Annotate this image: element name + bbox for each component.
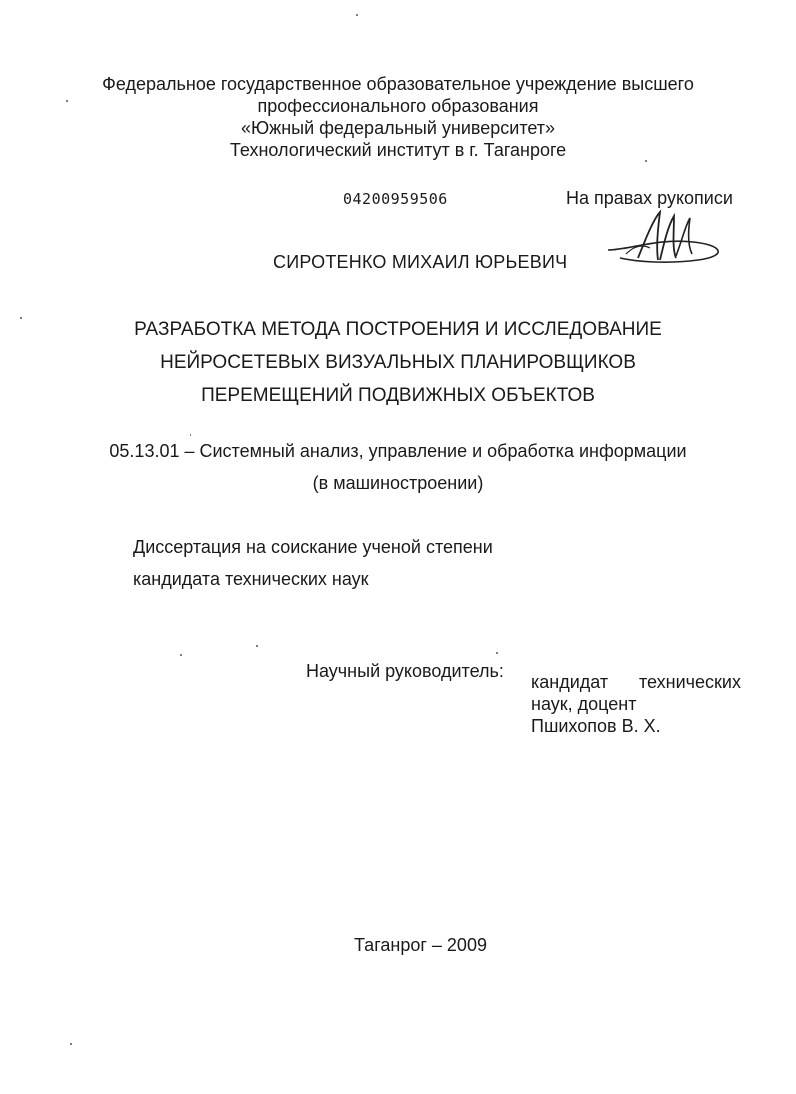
scan-speck	[645, 160, 647, 162]
institution-line-3: «Южный федеральный университет»	[240, 118, 556, 138]
author-name: СИРОТЕНКО МИХАИЛ ЮРЬЕВИЧ	[273, 252, 568, 272]
degree-line-2: кандидата технических наук	[133, 569, 369, 589]
scan-speck	[180, 654, 182, 656]
supervisor-degree-line-2: наук, доцент	[531, 694, 637, 714]
specialty-line-2: (в машиностроении)	[312, 473, 484, 493]
supervisor-degree-line-1	[531, 671, 741, 693]
specialty-line-1: 05.13.01 – Системный анализ, управление и обработка информации	[109, 441, 687, 461]
scan-speck	[356, 14, 358, 16]
supervisor-degree-word-2: технических	[639, 672, 741, 692]
city-and-year: Таганрог – 2009	[354, 935, 487, 955]
supervisor-degree-word-1: кандидат	[531, 672, 609, 692]
title-line-1: РАЗРАБОТКА МЕТОДА ПОСТРОЕНИЯ И ИССЛЕДОВАНИЕ	[134, 319, 662, 340]
specialty	[0, 440, 796, 504]
scan-speck	[70, 1043, 72, 1045]
supervisor-info	[531, 671, 741, 737]
supervisor-name: Пшихопов В. Х.	[531, 716, 661, 736]
degree-statement	[133, 536, 493, 600]
title-line-2: НЕЙРОСЕТЕВЫХ ВИЗУАЛЬНЫХ ПЛАНИРОВЩИКОВ	[160, 352, 636, 373]
manuscript-rights-note: На правах рукописи	[566, 188, 733, 208]
archive-code: 04200959506	[343, 190, 448, 208]
institution-line-1: Федеральное государственное образовательное учреждение высшего	[102, 74, 694, 94]
degree-line-1: Диссертация на соискание ученой степени	[133, 537, 493, 557]
title-line-3: ПЕРЕМЕЩЕНИЙ ПОДВИЖНЫХ ОБЪЕКТОВ	[201, 385, 595, 406]
institution-header	[0, 73, 796, 161]
scan-speck	[256, 645, 258, 647]
dissertation-title	[0, 313, 796, 412]
institution-line-2: профессионального образования	[257, 96, 539, 116]
scan-speck	[66, 100, 68, 102]
scan-speck	[496, 652, 498, 654]
handwritten-signature	[598, 198, 738, 278]
scan-speck	[20, 317, 22, 319]
institution-line-4: Технологический институт в г. Таганроге	[229, 140, 567, 160]
supervisor-label: Научный руководитель:	[306, 661, 504, 681]
scan-speck	[190, 434, 191, 436]
